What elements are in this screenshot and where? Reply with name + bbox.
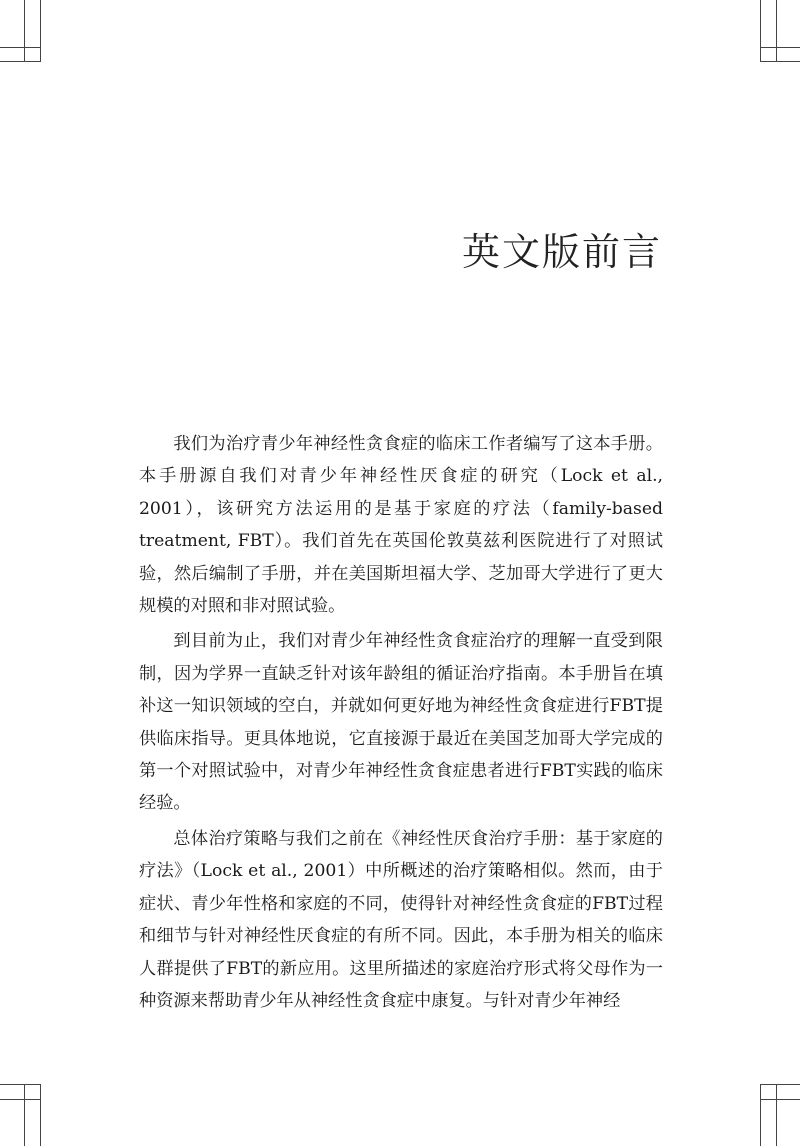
paragraph-1: 我们为治疗青少年神经性贪食症的临床工作者编写了这本手册。本手册源自我们对青少年神经性厌食症的研究（Lock et al., 2001），该研究方法运用的是基于家庭的疗法（family-based treatment, FBT）。我们首先在英国伦敦莫兹利医院进行了对照试验，然后编制了手册，并在美国斯坦福大学、芝加哥大学进行了更大规模的对照和非对照试验。 [139,434,663,617]
paragraph-2: 到目前为止，我们对青少年神经性贪食症治疗的理解一直受到限制，因为学界一直缺乏针对该年龄组的循证治疗指南。本手册旨在填补这一知识领域的空白，并就如何更好地为神经性贪食症进行FBT提供临床指导。更具体地说，它直接源于最近在美国芝加哥大学完成的第一个对照试验中，对青少年神经性贪食症患者进行FBT实践的临床经验。 [139,631,663,814]
paragraph-3: 总体治疗策略与我们之前在《神经性厌食治疗手册：基于家庭的疗法》（Lock et al., 2001）中所概述的治疗策略相似。然而，由于症状、青少年性格和家庭的不同，使得针对神经性贪食症的FBT过程和细节与针对神经性厌食症的有所不同。因此，本手册为相关的临床人群提供了FBT的新应用。这里所描述的家庭治疗形式将父母作为一种资源来帮助青少年从神经性贪食症中康复。与针对青少年神经 [139,828,663,1011]
page-title: 英文版前言 [461,230,662,275]
body-text [139,428,663,1020]
